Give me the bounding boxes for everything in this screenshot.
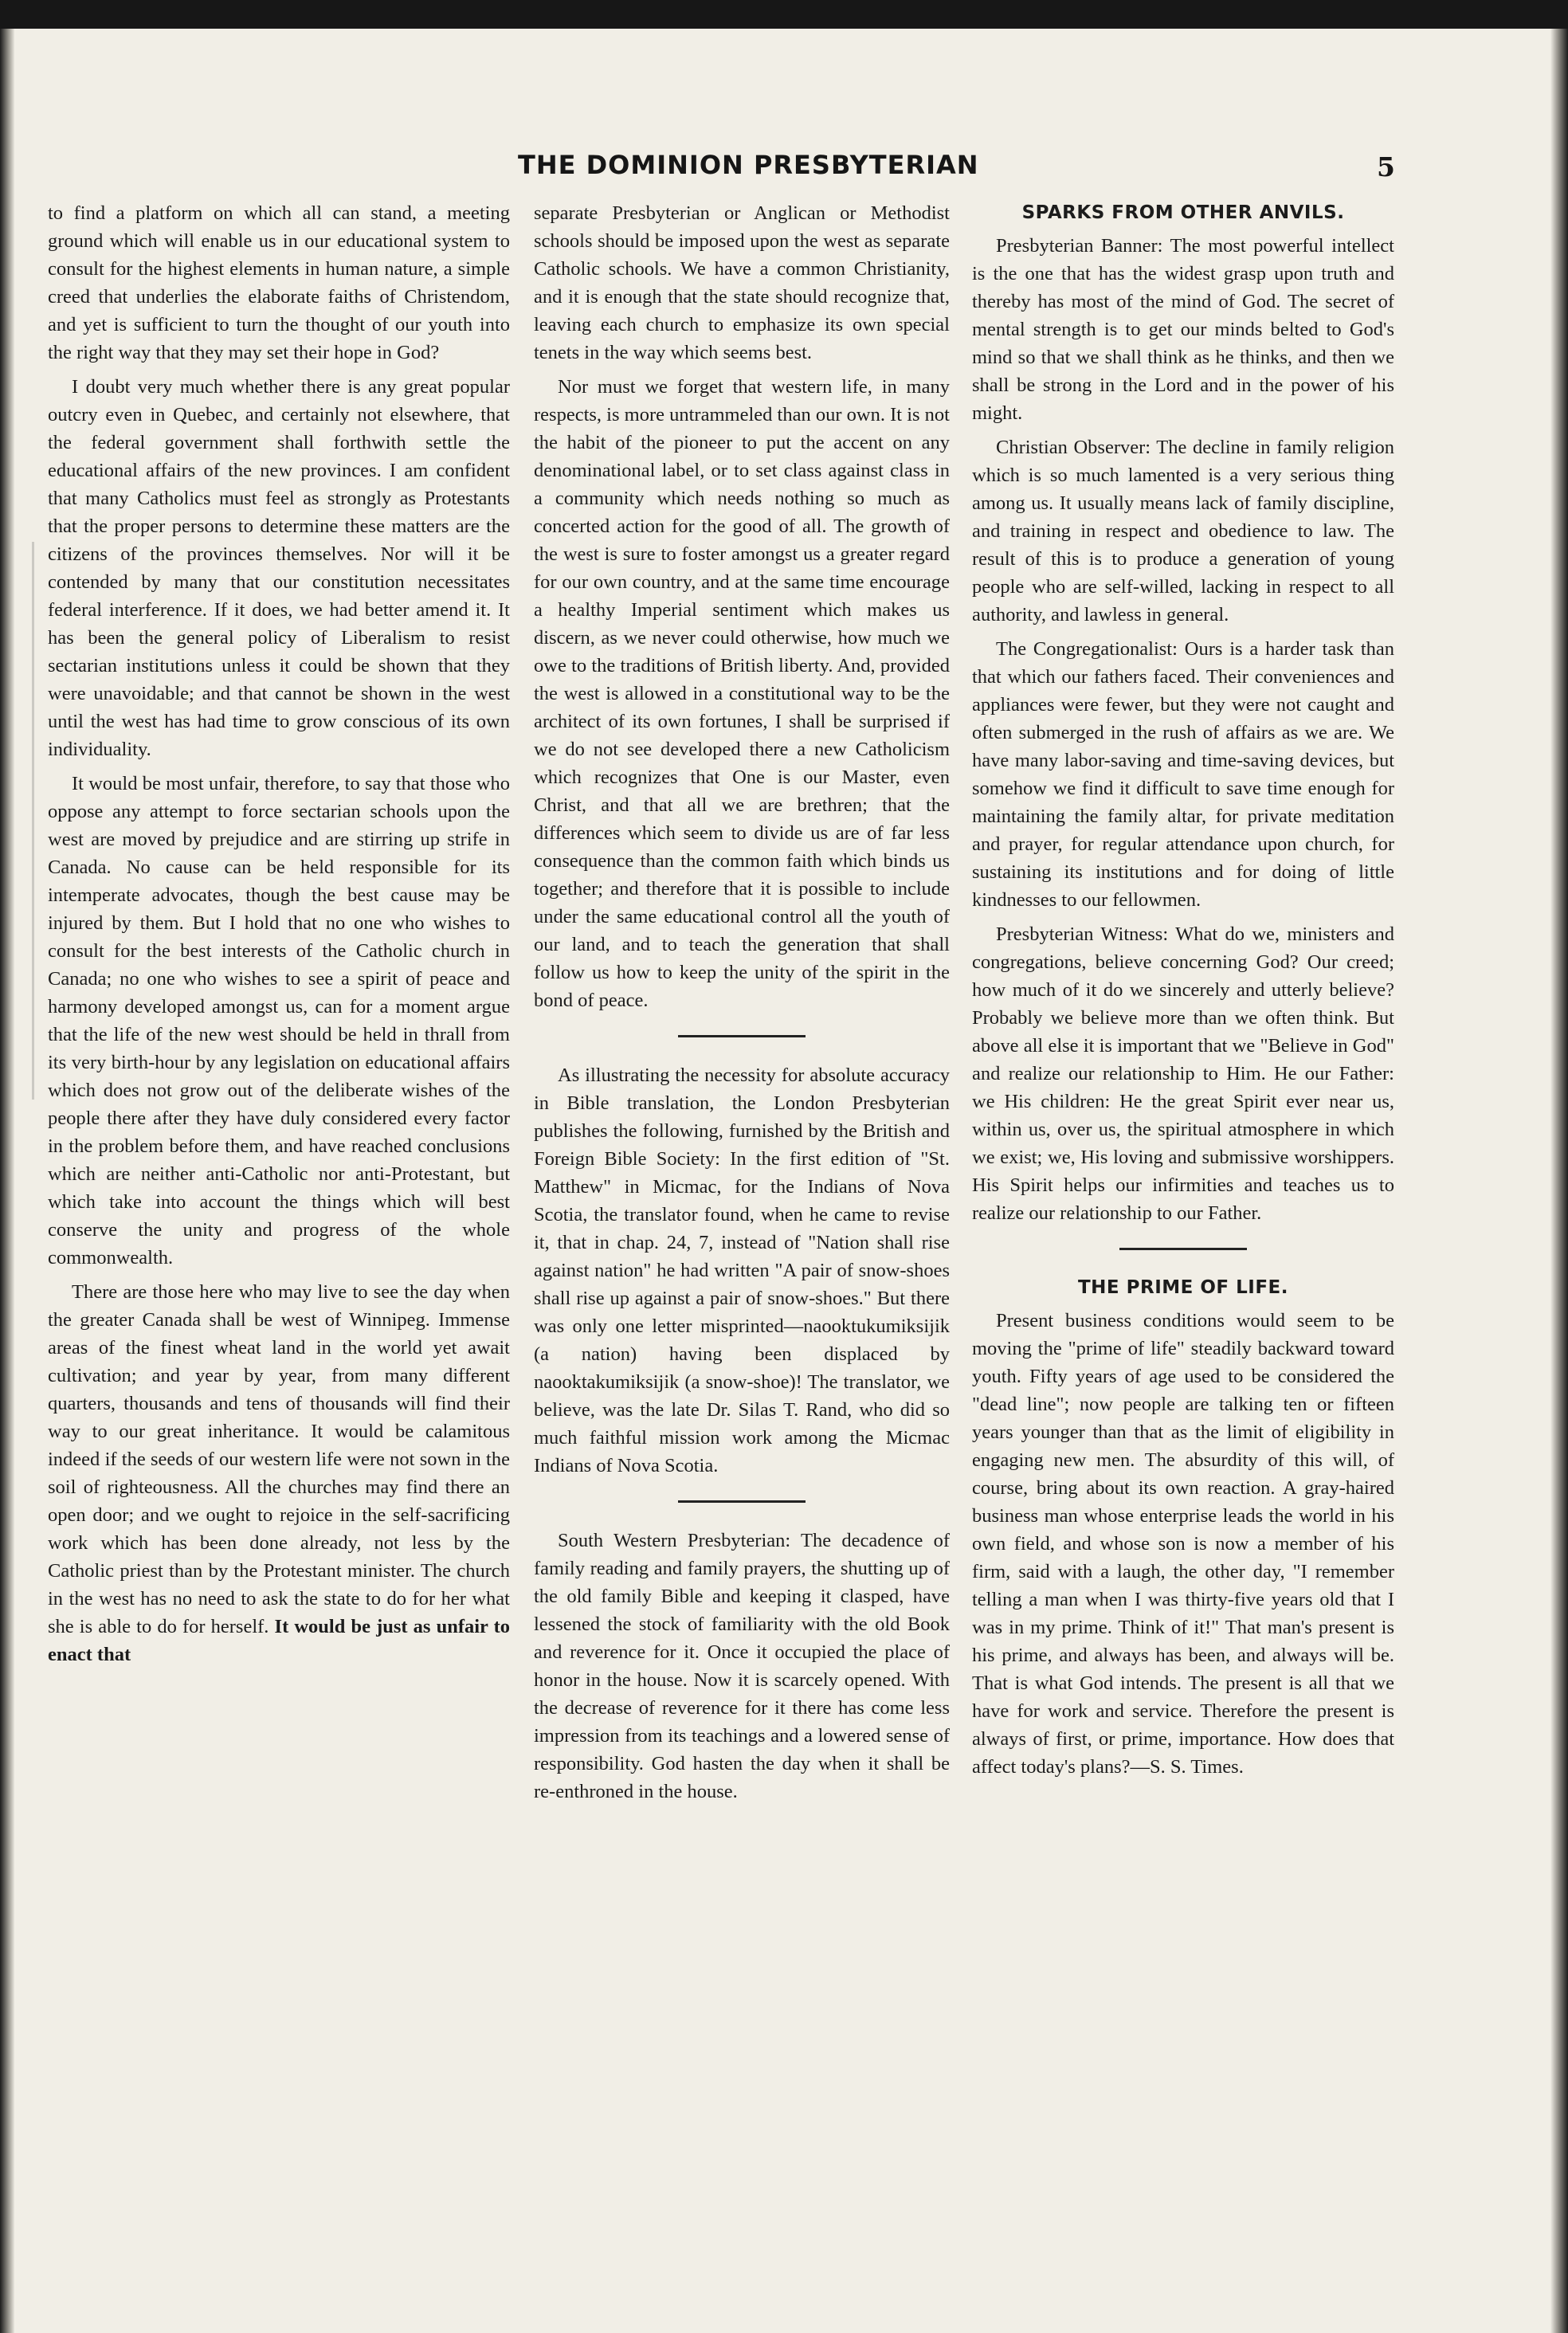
column-2 <box>534 199 950 1812</box>
section-divider <box>678 1035 806 1037</box>
paragraph: separate Presbyterian or Anglican or Methodist schools should be imposed upon the west as separate Catholic schools. We have a common Christianity, and it is enough that the state should recognize that, leaving each church to emphasize its own special tenets in the way which seems best. <box>534 202 950 363</box>
section-divider <box>1119 1248 1247 1250</box>
paragraph: Christian Observer: The decline in family religion which is so much lamented is a very serious thing among us. It usually means lack of family discipline, and training in respect and obedience to law. The result of this is to produce a generation of young people who are self-willed, lacking in respect to all authority, and lawless in general. <box>972 437 1394 625</box>
paragraph: to find a platform on which all can stand, a meeting ground which will enable us in our educational system to consult for the highest elements in human nature, a simple creed that underlies the elaborate faiths of Christendom, and yet is sufficient to turn the thought of our youth into the right way that they may set their hope in God? <box>48 202 510 363</box>
paragraph: South Western Presbyterian: The decadence of family reading and family prayers, the shutting up of the old family Bible and keeping it clasped, have lessened the stock of familiarity with the old Book and reverence for it. Once it occupied the place of honor in the house. Now it is scarcely opened. With the decrease of reverence for it there has come less impression from its teachings and a lowered sense of responsibility. God hasten the day when it shall be re-enthroned in the house. <box>534 1530 950 1802</box>
scan-right-edge <box>1550 29 1568 2333</box>
paragraph: I doubt very much whether there is any great popular outcry even in Quebec, and certainly not elsewhere, that the federal government shall forthwith settle the educational affairs of the new provinces. I am confident that many Catholics must feel as strongly as Protestants that the proper persons to determine these matters are the citizens of the provinces themselves. Nor will it be contended by many that our constitution necessitates federal interference. If it does, we had better amend it. It has been the general policy of Liberalism to resist sectarian institutions unless it could be shown that they were unavoidable; and that cannot be shown in the west until the west has had time to grow conscious of its own individuality. <box>48 376 510 760</box>
paragraph: Presbyterian Banner: The most powerful intellect is the one that has the widest grasp upon truth and thereby has most of the mind of God. The secret of mental strength is to get our minds belted to God's mind so that we shall think as he thinks, and then we shall be strong in the Lord and in the power of his might. <box>972 235 1394 424</box>
column-3 <box>972 199 1394 1787</box>
paragraph: As illustrating the necessity for absolute accuracy in Bible translation, the London Presbyterian publishes the following, furnished by the British and Foreign Bible Society: In the first edition of "St. Matthew" in Micmac, for the Indians of Nova Scotia, the translator found, when he came to revise it, that in chap. 24, 7, instead of "Nation shall rise against nation" he had written "A pair of snow-shoes shall rise up against a pair of snow-shoes." But there was only one letter misprinted—naooktukumiksijik (a nation) having been displaced by naooktakumiksijik (a snow-shoe)! The translator, we believe, was the late Dr. Silas T. Rand, who did so much faithful mission work among the Micmac Indians of Nova Scotia. <box>534 1065 950 1476</box>
scan-left-edge <box>0 29 14 2333</box>
paragraph: It would be most unfair, therefore, to say that those who oppose any attempt to force sectarian schools upon the west are moved by prejudice and are stirring up strife in Canada. No cause can be held responsible for its intemperate advocates, though the best cause may be injured by them. But I hold that no one who wishes to consult for the best interests of the Catholic church in Canada; no one who wishes to see a spirit of peace and harmony developed amongst us, can for a moment argue that the life of the new west should be held in thrall from its very birth-hour by any legislation on educational affairs which does not grow out of the deliberate wishes of the people there after they have duly considered every factor in the problem before them, and have reached conclusions which are neither anti-Catholic nor anti-Protestant, but which take into account the things which will best conserve the unity and progress of the whole commonwealth. <box>48 773 510 1268</box>
paragraph: The Congregationalist: Ours is a harder task than that which our fathers faced. Their conveniences and appliances were fewer, but they were not caught and often submerged in the rush of affairs as we are. We have many labor-saving and time-saving devices, but somehow we find it difficult to save time enough for maintaining the family altar, for private meditation and prayer, for regular attendance upon church, for sustaining its institutions and for doing of little kindnesses to our fellowmen. <box>972 638 1394 911</box>
section-divider <box>678 1500 806 1503</box>
scan-top-border <box>0 0 1568 29</box>
column-1 <box>48 199 510 1668</box>
paragraph <box>48 1278 510 1668</box>
publication-title: THE DOMINION PRESBYTERIAN <box>518 150 979 180</box>
paragraph: Presbyterian Witness: What do we, ministers and congregations, believe concerning God? Our creed; how much of it do we sincerely and utterly believe? Probably we believe more than we often think. But above all else it is important that we "Believe in God" and realize our relationship to Him. He our Father: we His children: He the great Spirit ever near us, within us, over us, the spiritual atmosphere in which we exist; we, His loving and submissive worshippers. His Spirit helps our infirmities and teaches us to realize our relationship to our Father. <box>972 923 1394 1224</box>
page-number: 5 <box>1377 151 1395 182</box>
section-heading: THE PRIME OF LIFE. <box>1077 1277 1289 1298</box>
paragraph: Nor must we forget that western life, in many respects, is more untrammeled than our own. It is not the habit of the pioneer to put the accent on any denominational label, or to set class against class in a community which needs nothing so much as concerted action for the good of all. The growth of the west is sure to foster amongst us a greater regard for our own country, and at the same time encourage a healthy Imperial sentiment which makes us discern, as we never could otherwise, how much we owe to the traditions of British liberty. And, provided the west is allowed in a constitutional way to be the architect of its own fortunes, I shall be surprised if we do not see developed there a new Catholicism which recognizes that One is our Master, even Christ, and that all we are brethren; that the differences which seem to divide us are of far less consequence than the common faith which binds us together; and therefore that it is possible to include under the same educational control all the youth of our land, and to teach the generation that shall follow us how to keep the unity of the spirit in the bond of peace. <box>534 376 950 1011</box>
continued-line: It would be just as unfair to enact that <box>48 1616 511 1665</box>
paragraph-text: There are those here who may live to see the day when the greater Canada shall be west of Winnipeg. Immense areas of the finest wheat land in the world yet await cultivation; and year by year, from many different quarters, thousands and tens of thousands will find their way to our great inheritance. It would be calamitous indeed if the seeds of our western life were not sown in the soil of righteousness. All the churches may find there an open door; and we ought to rejoice in the self-sacrificing work which has been done already, not less by the Catholic priest than by the Protestant minister. The church in the west has no need to ask the state to do for her what she is able to do for herself. <box>48 1281 510 1637</box>
paragraph: Present business conditions would seem to be moving the "prime of life" steadily backward toward youth. Fifty years of age used to be considered the "dead line"; now people are talking ten or fifteen years younger than that as the limit of eligibility in engaging new men. The absurdity of this will, of course, bring about its own reaction. A gray-haired business man whose enterprise leads the world in his own field, and whose son is now a member of his firm, said with a laugh, the other day, "I remember telling a man when I was thirty-five years old that I was in my prime. Think of it!" That man's present is his prime, and always has been, and always will be. That is what God intends. The present is all that we have for work and service. Therefore the present is always of first, or prime, importance. How does that affect today's plans?—S. S. Times. <box>972 1310 1394 1778</box>
section-heading: SPARKS FROM OTHER ANVILS. <box>1021 202 1345 223</box>
page-fold-shadow <box>32 542 34 1100</box>
